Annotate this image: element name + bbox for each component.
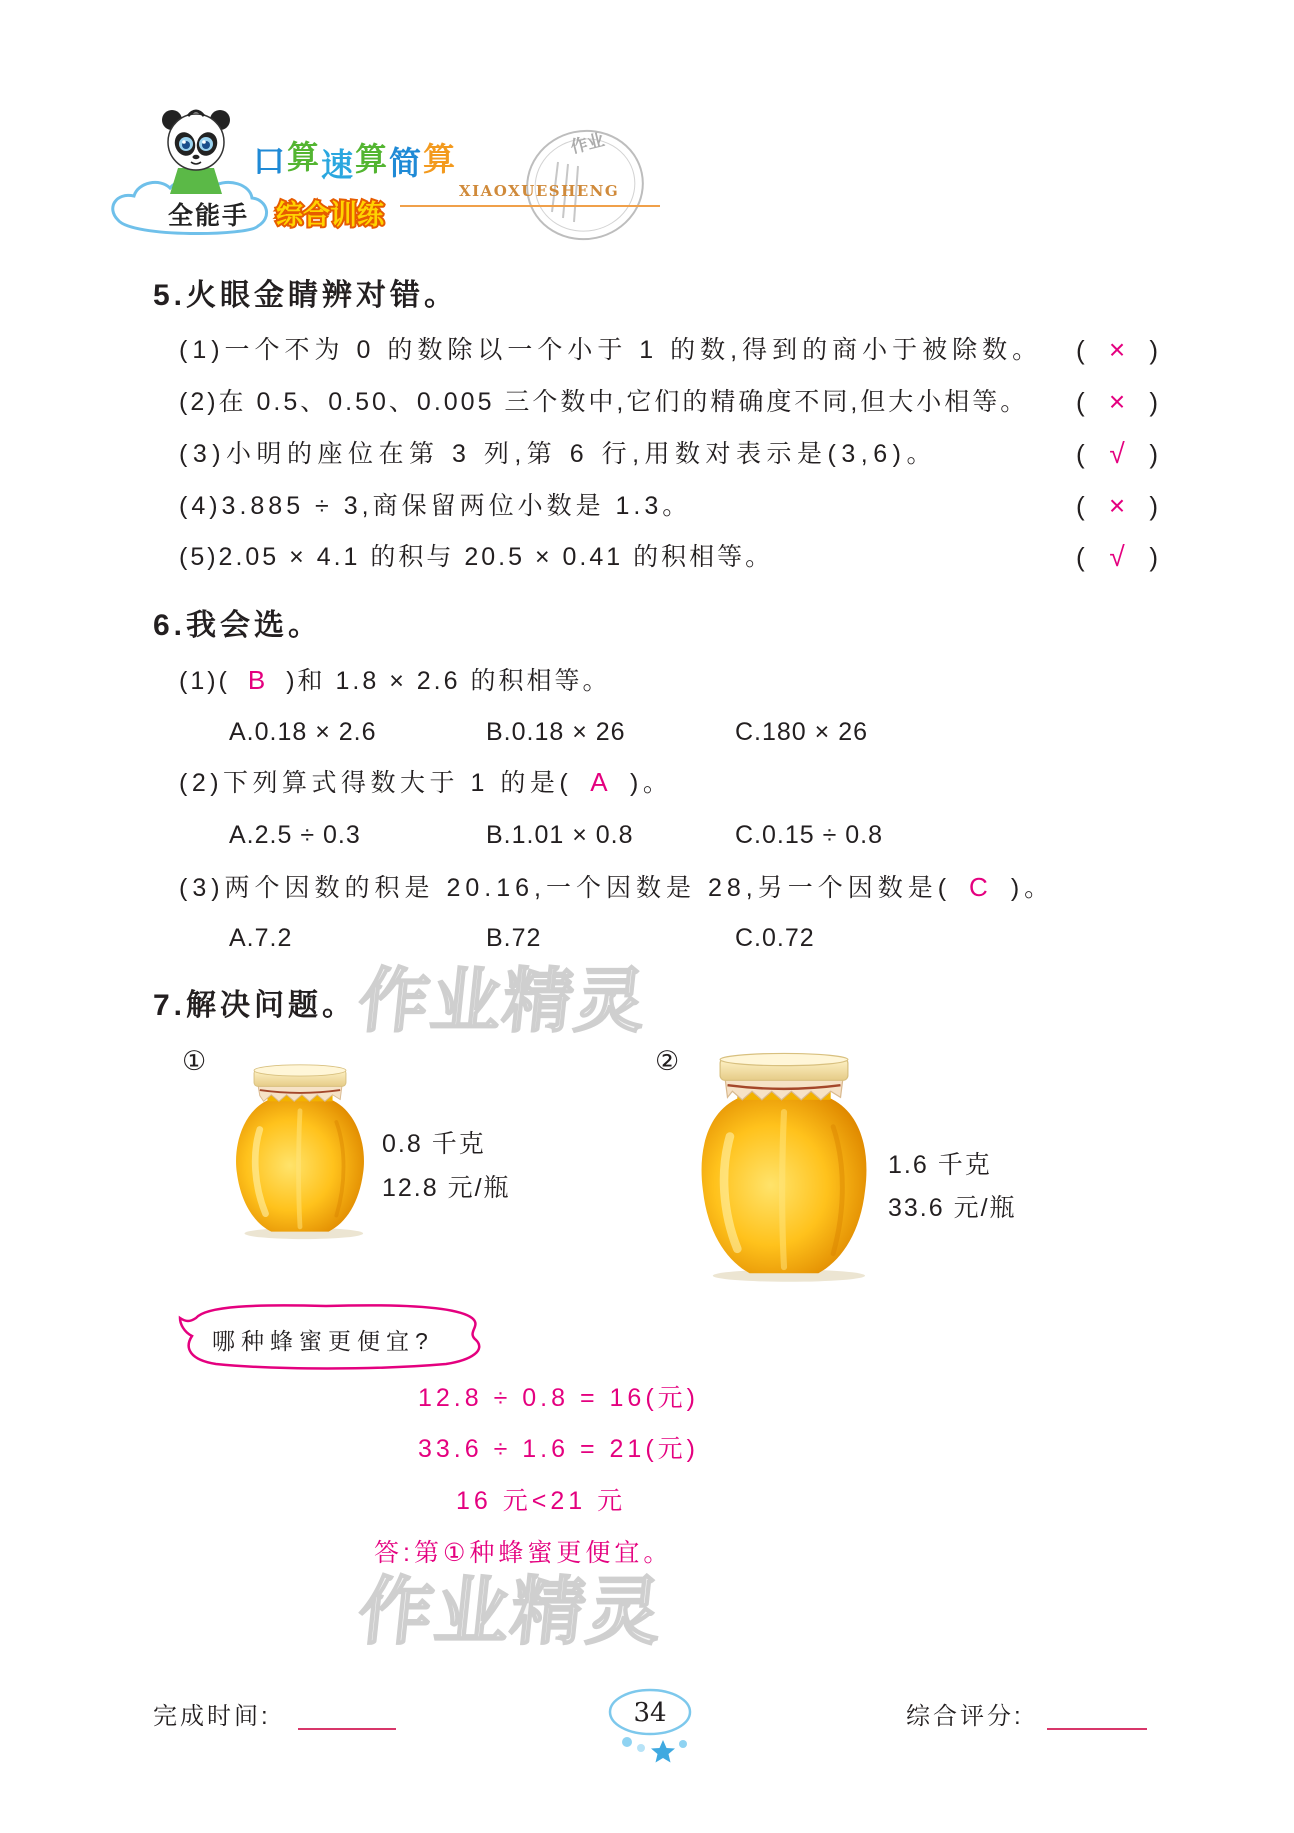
question-text-prefix: (1)( (179, 667, 230, 695)
solution-line-1: 12.8 ÷ 0.8 = 16(元) (418, 1384, 699, 1412)
section-7-title: 7.解决问题。 (153, 989, 357, 1022)
bracket-open: ( (1076, 491, 1085, 521)
title-char: 口 (253, 142, 286, 180)
option-c: C.0.15 ÷ 0.8 (735, 821, 884, 849)
option-a: A.7.2 (229, 924, 293, 952)
option-c: C.0.72 (735, 924, 815, 952)
title-char: 算 (423, 140, 456, 178)
honey-jar-2-icon (698, 1051, 870, 1283)
solution-line-3: 16 元<21 元 (456, 1487, 627, 1515)
solution-answer: 答:第①种蜂蜜更便宜。 (374, 1539, 673, 1567)
star-icon (651, 1740, 675, 1763)
score-blank (1047, 1728, 1147, 1730)
judge-item-5-answer-box (1076, 541, 1158, 572)
section-5-title: 5.火眼金睛辨对错。 (153, 279, 459, 312)
judge-item-3-answer-box (1076, 438, 1158, 469)
judge-item-4-text: (4)3.885 ÷ 3,商保留两位小数是 1.3。 (179, 492, 692, 520)
completion-time-blank (298, 1728, 396, 1730)
judge-answer-mark: √ (1109, 541, 1125, 572)
pinyin-label: XIAOXUESHENG (459, 182, 620, 200)
choice-question-1 (179, 667, 610, 694)
option-b: B.1.01 × 0.8 (486, 821, 634, 849)
title-char: 速 (321, 146, 354, 184)
judge-item-1-answer-box (1076, 334, 1158, 365)
solution-line-2: 33.6 ÷ 1.6 = 21(元) (418, 1435, 699, 1463)
choice-question-3 (179, 874, 1054, 901)
product-1-marker: ① (182, 1046, 207, 1076)
bracket-open: ( (1076, 335, 1085, 365)
question-text-prefix: (3)两个因数的积是 20.16,一个因数是 28,另一个因数是( (179, 874, 952, 902)
judge-item-1-text: (1)一个不为 0 的数除以一个小于 1 的数,得到的商小于被除数。 (179, 336, 1043, 364)
option-a: A.0.18 × 2.6 (229, 718, 377, 746)
header-logo (0, 100, 700, 250)
question-text-prefix: (2)下列算式得数大于 1 的是( (179, 769, 573, 797)
page-number: 34 (633, 1698, 667, 1728)
bracket-close: ) (1149, 542, 1158, 572)
bubble-question: 哪种蜂蜜更便宜? (212, 1328, 434, 1354)
title-char: 算 (355, 140, 388, 178)
subtitle-label: 综合训练 (276, 200, 384, 231)
section-6-title: 6.我会选。 (153, 609, 323, 642)
judge-item-4-answer-box (1076, 490, 1158, 521)
product-2-marker: ② (655, 1046, 680, 1076)
option-c: C.180 × 26 (735, 718, 869, 746)
watermark-top: 作业精灵 (354, 962, 652, 1040)
bracket-close: ) (1149, 387, 1158, 417)
judge-answer-mark: × (1108, 490, 1126, 521)
honey-jar-1-icon (233, 1062, 367, 1240)
bracket-close: ) (1149, 335, 1158, 365)
title-char: 算 (287, 138, 320, 176)
brand-label: 全能手 (168, 201, 250, 230)
judge-item-3-text: (3)小明的座位在第 3 列,第 6 行,用数对表示是(3,6)。 (179, 440, 937, 468)
judge-answer-mark: √ (1109, 438, 1125, 469)
question-text-suffix: )。 (1010, 874, 1055, 902)
option-a: A.2.5 ÷ 0.3 (229, 821, 361, 849)
option-b: B.0.18 × 26 (486, 718, 626, 746)
judge-item-5-text: (5)2.05 × 4.1 的积与 20.5 × 0.41 的积相等。 (179, 543, 774, 571)
score-label: 综合评分: (906, 1703, 1024, 1730)
judge-answer-mark: × (1108, 334, 1126, 365)
judge-answer-mark: × (1108, 386, 1126, 417)
bracket-close: ) (1149, 491, 1158, 521)
option-b: B.72 (486, 924, 542, 952)
completion-time-label: 完成时间: (153, 1703, 271, 1730)
bracket-close: ) (1149, 439, 1158, 469)
question-text-suffix: )和 1.8 × 2.6 的积相等。 (286, 667, 611, 695)
header-title (253, 138, 455, 184)
product-1-price: 12.8 元/瓶 (382, 1174, 511, 1202)
product-1-weight: 0.8 千克 (382, 1130, 486, 1158)
page-number-badge (597, 1686, 707, 1771)
choice-answer: A (590, 767, 613, 797)
bracket-open: ( (1076, 387, 1085, 417)
product-2-price: 33.6 元/瓶 (888, 1194, 1017, 1222)
question-text-suffix: )。 (630, 769, 673, 797)
choice-answer: C (969, 872, 993, 902)
stamp-text: 作业 (568, 130, 607, 158)
bracket-open: ( (1076, 542, 1085, 572)
bracket-open: ( (1076, 439, 1085, 469)
choice-answer: B (247, 665, 269, 695)
judge-item-2-answer-box (1076, 386, 1158, 417)
panda-mascot-icon (162, 110, 230, 194)
watermark-bottom: 作业精灵 (354, 1570, 668, 1653)
choice-question-2 (179, 769, 672, 796)
judge-item-2-text: (2)在 0.5、0.50、0.005 三个数中,它们的精确度不同,但大小相等。 (179, 388, 1029, 416)
product-2-weight: 1.6 千克 (888, 1151, 992, 1179)
title-char: 简 (389, 144, 422, 182)
